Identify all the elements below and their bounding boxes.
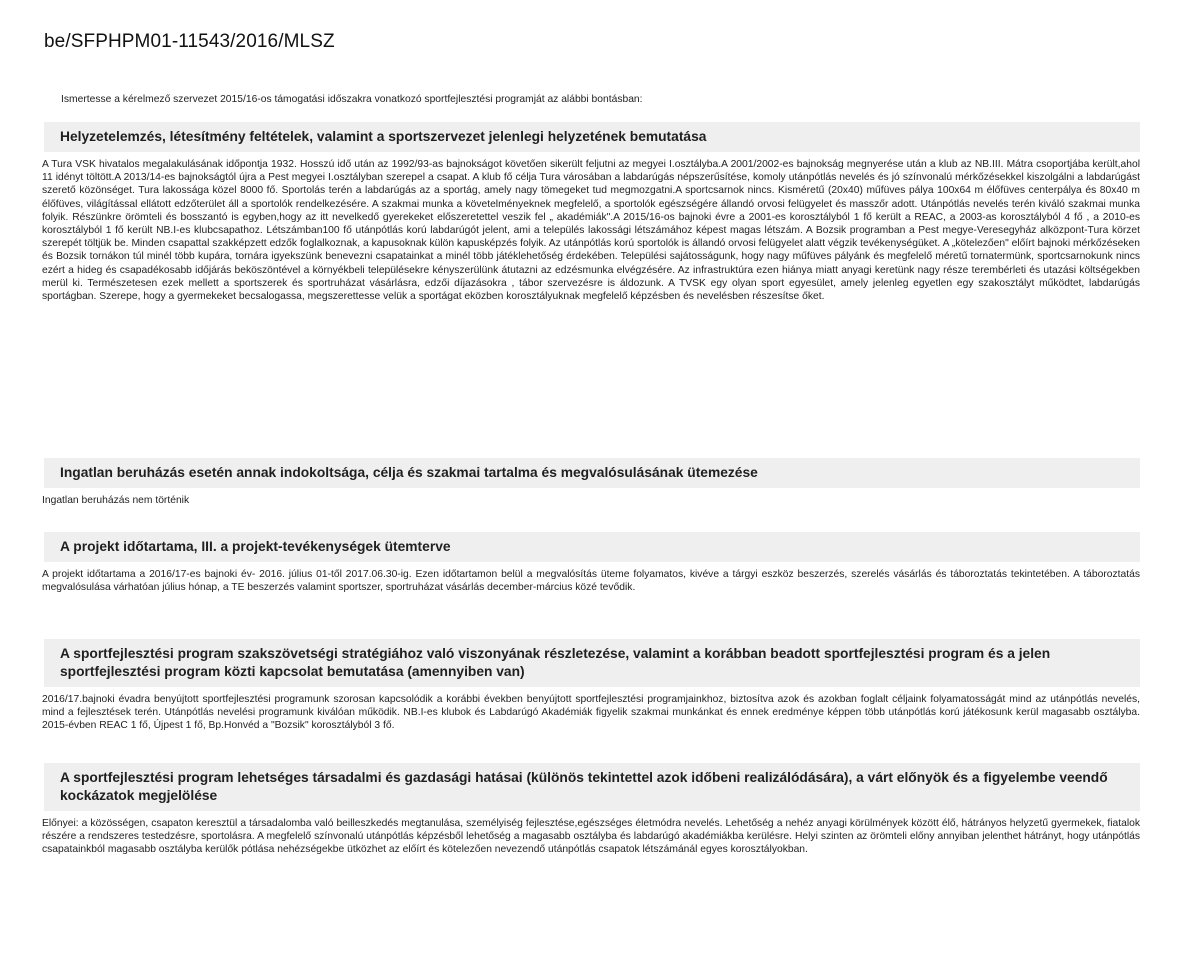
section-body: A projekt időtartama a 2016/17-es bajnoki év- 2016. július 01-től 2017.06.30-ig. Ezen időtartamon belül a megvalósítás üteme folyamatos, kivéve a tárgyi eszköz beszerzés, szerelés vásárlás és táboroztatás tekintetében. A táboroztatás megvalósulása várhatóan július hónap, a TE beszerzés valamint sportszer, sportruházat vásárlás december-március közé tevődik. — [42, 569, 1140, 594]
section-heading: A sportfejlesztési program lehetséges társadalmi és gazdasági hatásai (különös tekintettel azok időbeni realizálódására), a várt előnyök és a figyelembe veendő kockázatok megjelölése — [44, 763, 1140, 811]
section-body: Ingatlan beruházás nem történik — [42, 495, 190, 506]
section-heading: Helyzetelemzés, létesítmény feltételek, valamint a sportszervezet jelenlegi helyzetének bemutatása — [44, 122, 1140, 152]
section-body: Előnyei: a közösségen, csapaton keresztül a társadalomba való beilleszkedés megtanulása, személyiség fejlesztése,egészséges életmódra nevelés. Lehetőség a nehéz anyagi körülmények között élő, hátrányos helyzetű gyermekek, fiatalok részére a rendszeres testedzésre, sportolásra. A megfelelő színvonalú utánpótlás képzésből lehetőség a magasabb osztályba és labdarúgó akadémiákba kerülésre. Helyi szinten az örömteli előny annyiban jelenthet hátrányt, hogy utánpótlás csapatainkból magasabb osztályba kerülők pótlása nehézségekbe ütközhet az előírt és kötelezően nevezendő utánpótlás csapatok létszámánál egyes korosztályokban. — [42, 818, 1140, 856]
section-real-estate-investment — [44, 458, 1140, 507]
section-federation-strategy — [44, 639, 1140, 733]
section-heading: A sportfejlesztési program szakszövetségi stratégiához való viszonyának részletezése, valamint a korábban beadott sportfejlesztési program és a jelen sportfejlesztési program közti kapcsolat bemutatása (amennyiben van) — [44, 639, 1140, 687]
section-social-economic-impact — [44, 763, 1140, 857]
section-body: 2016/17.bajnoki évadra benyújtott sportfejlesztési programunk szorosan kapcsolódik a korábbi években benyújtott sportfejlesztési programjainkhoz, biztosítva azok és azokban foglalt céljaink folyamatosságát mind az utánpótlás nevelés, mind a fejlesztések terén. Utánpótlás nevelési programunk kiválóan működik. NB.I-es klubok és Labdarúgó Akadémiák figyelik szakmai munkánkat és ennek eredménye képpen több utánpótlás korú játékosunk kerül magasabb osztályba. 2015-évben REAC 1 fő, Újpest 1 fő, Bp.Honvéd a "Bozsik" korosztályból 3 fő. — [42, 694, 1140, 732]
section-situation-analysis — [44, 122, 1140, 303]
section-heading: A projekt időtartama, III. a projekt-tevékenységek ütemterve — [44, 532, 1140, 562]
section-heading: Ingatlan beruházás esetén annak indokoltsága, célja és szakmai tartalma és megvalósulásának ütemezése — [44, 458, 1140, 488]
intro-text: Ismertesse a kérelmező szervezet 2015/16-os támogatási időszakra vonatkozó sportfejlesztési programját az alábbi bontásban: — [61, 94, 643, 105]
section-body: A Tura VSK hivatalos megalakulásának időpontja 1932. Hosszú idő után az 1992/93-as bajnokságot követően sikerült feljutni az megyei I.osztályba.A 2001/2002-es bajnokság megnyerése után a klub az NB.III. Mátra csoportjába került,ahol 11 idényt töltött.A 2013/14-es bajnokságtól újra a Pest megyei I.osztályban szerepel a csapat. A klub fő célja Tura városában a labdarúgás népszerűsítése, komoly utánpótlás nevelés és jó színvonalú mérkőzésekkel kiszolgálni a labdarúgást szerető közönséget. Tura lakossága közel 8000 fő. Sportolás terén a labdarúgás az a sportág, amely nagy tömegeket tud megmozgatni.A sportcsarnok nincs. Kisméretű (20x40) műfüves pálya 100x64 m élőfüves centerpálya és 80x40 m élőfüves, világítással ellátott edzőterület áll a sportolók rendelkezésére. A szakmai munka a követelményeknek megfelelő, a sportolók egészségére állandó orvosi felügyelet és masszőr adott. Utánpótlás nevelés terén kiváló szakmai munka folyik. Részünkre örömteli és bosszantó is egyben,hogy az itt nevelkedő gyerekeket előszeretettel veszik fel „ akadémiák".A 2015/16-os bajnoki évre a 2001-es korosztályból 1 fő került a REAC, a 2003-as korosztályból 4 fő , a 2010-es korosztályból 1 fő került NB.I-es klubcsapathoz. Létszámban100 fő utánpótlás korú labdarúgót jelent, ami a település lakossági létszámához képest magas létszám. A Bozsik programban a Pest megye-Veresegyház alközpont-Tura körzet szerepét töltjük be. Minden csapattal szakképzett edzők foglalkoznak, a kapusoknak külön kapusképzés folyik. Az utánpótlás korú sportolók is állandó orvosi felügyelet alatt végzik tevékenységüket. A „kötelezően" előírt bajnoki mérkőzéseken és Bozsik tornákon túl minél több kupára, tornára igyekszünk benevezni csapatainkat a minél több játéklehetőség érdekében. Települési sajátosságunk, hogy nagy műfüves pályánk és megfelelő méretű tornatermünk, sportcsarnokunk nincs ezért a hideg és csapadékosabb időjárás beköszöntével a környékbeli településekre kényszerülünk átutazni az edzésmunka elvégzésére. Az infrastruktúra ezen hiánya miatt anyagi keretünk nagy része terembérleti és utazási költségekben merül ki. Természetesen ezek mellett a sportszerek és sportruházat vásárlásra, edzői díjazásokra , tábor szervezésre is áldozunk. A TVSK egy olyan sport egyesület, amely jelenleg egyetlen egy szakosztályt működtet, labdarúgás sportágban. Szerepe, hogy a gyermekeket becsalogassa, megszerettesse velük a sportágat eközben korosztályuknak megfelelő képzésben és nevelésben részesítse őket. — [42, 159, 1140, 303]
section-project-duration — [44, 532, 1140, 594]
document-id: be/SFPHPM01-11543/2016/MLSZ — [44, 31, 335, 52]
